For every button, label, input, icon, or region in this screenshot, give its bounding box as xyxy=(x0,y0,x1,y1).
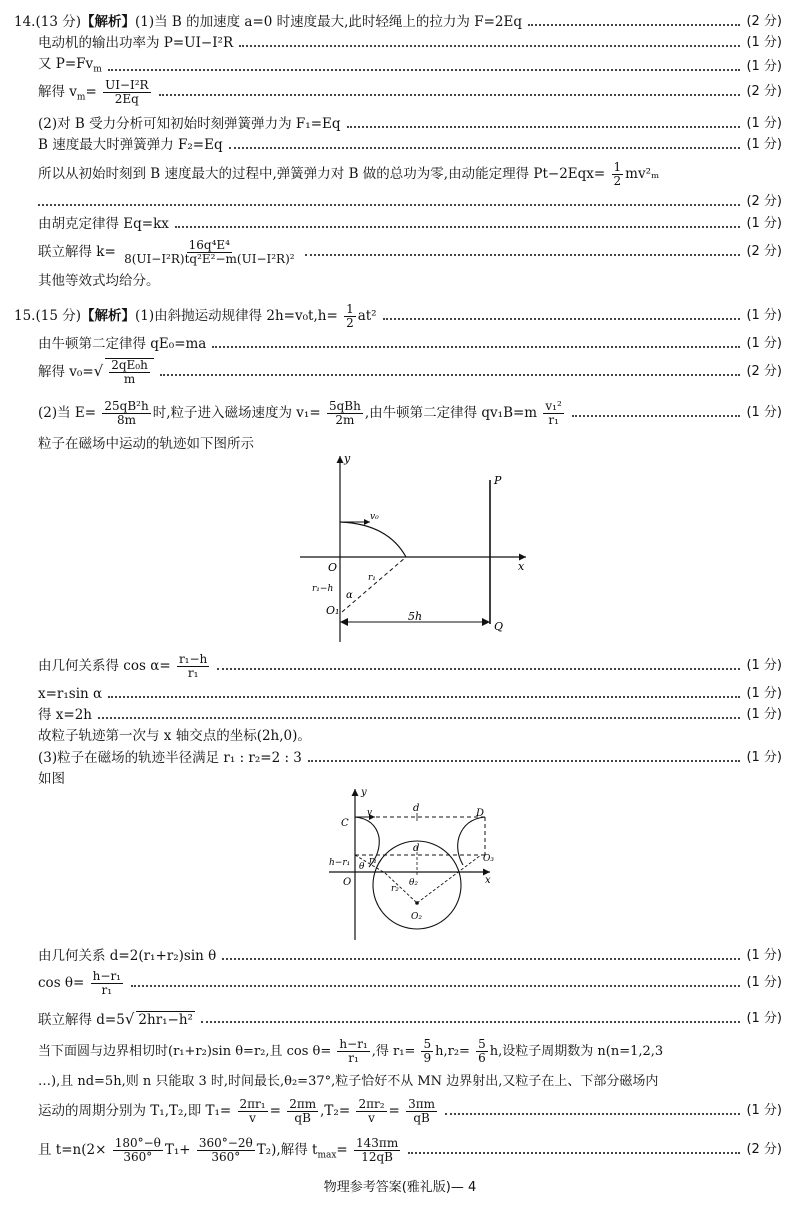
label-r1-h: r₁−h xyxy=(312,584,334,594)
frac-num: 16q⁴E⁴ xyxy=(188,237,230,252)
frac-num: v₁² xyxy=(545,398,562,413)
frac-num: UI−I²R xyxy=(105,77,149,92)
leader-dots xyxy=(175,226,741,228)
q14-l11: 其他等效式均给分。 xyxy=(38,273,160,289)
label-r2: r₂ xyxy=(391,884,399,894)
q15-l14-pre: 联立解得 d=5 xyxy=(38,1011,125,1028)
score: (1 分) xyxy=(746,308,782,323)
q15-line-6 xyxy=(38,653,782,679)
leader-dots xyxy=(222,958,740,960)
q15-l15-c: h,r₂= xyxy=(435,1043,470,1059)
q15-line-1 xyxy=(14,301,782,330)
score: (1 分) xyxy=(746,686,782,701)
label-y: y xyxy=(361,787,367,798)
label-O: O xyxy=(328,561,338,574)
frac-num: 360°−2θ xyxy=(198,1135,253,1150)
q15-line-16 xyxy=(38,1074,782,1090)
label-x: x xyxy=(518,560,525,573)
frac-den: 2 xyxy=(346,315,354,330)
label-5h: 5h xyxy=(408,610,423,623)
label-y: y xyxy=(344,452,351,465)
label-O: O xyxy=(343,877,352,888)
radius-dashed xyxy=(342,557,406,612)
q15-l18-frac3 xyxy=(354,1137,400,1164)
q15-line-15 xyxy=(38,1036,782,1066)
leader-dots xyxy=(308,760,741,762)
q15-line-17 xyxy=(38,1096,782,1126)
q15-l17-a: 运动的周期分别为 T₁,T₂,即 T₁= xyxy=(38,1102,232,1119)
figure-2 xyxy=(325,785,505,945)
q15-line-5 xyxy=(38,436,782,452)
frac-den: 2 xyxy=(613,173,622,188)
leader-dots xyxy=(445,1113,740,1115)
leader-dots xyxy=(347,126,741,128)
q14-line-7 xyxy=(38,160,782,188)
label-d-mid: d xyxy=(413,843,420,854)
q14-line-10 xyxy=(38,238,782,266)
q14-l7-post: mv²ₘ xyxy=(625,165,660,182)
leader-dots xyxy=(572,415,741,417)
q15-line-8 xyxy=(38,707,782,723)
q14-l3-sub: m xyxy=(93,64,102,75)
q14-l10-pre: 联立解得 k= xyxy=(38,243,116,260)
q15-header: 15.(15 分) xyxy=(14,307,81,324)
q15-l17-b: ,T₂= xyxy=(320,1102,351,1119)
q15-l1-post: at² xyxy=(357,307,377,324)
score: (1 分) xyxy=(746,336,782,351)
q14-l5: (2)对 B 受力分析可知初始时刻弹簧弹力为 F₁=Eq xyxy=(38,116,341,132)
q15-l4-c: ,由牛顿第二定律得 qv₁B=m xyxy=(364,404,538,421)
q15-l18-frac1 xyxy=(113,1137,163,1164)
q15-l4-frac3 xyxy=(543,400,563,427)
q15-l17-frac4 xyxy=(406,1098,437,1125)
frac-num: 1 xyxy=(346,301,354,316)
q15-l17-frac2 xyxy=(287,1098,318,1125)
leader-dots xyxy=(239,45,740,47)
score: (1 分) xyxy=(746,116,782,131)
q14-l4-pre: 解得 v xyxy=(38,83,77,100)
q14-l2: 电动机的输出功率为 P=UI−I²R xyxy=(38,35,234,51)
q15-line-10 xyxy=(38,750,782,766)
frac-num: h−r₁ xyxy=(92,968,121,983)
score: (1 分) xyxy=(746,750,782,765)
q14-line-11 xyxy=(38,273,782,289)
score: (1 分) xyxy=(746,707,782,722)
equals: = xyxy=(269,1102,281,1119)
frac-den: r₁ xyxy=(101,982,113,997)
label-v0: v₀ xyxy=(370,512,379,522)
frac-den: qB xyxy=(294,1110,311,1125)
frac-num: r₁−h xyxy=(178,651,208,666)
label-O1: O₁ xyxy=(326,604,340,617)
q14-l10-frac xyxy=(122,239,296,266)
leader-dots xyxy=(98,717,740,719)
q15-l13-pre: cos θ= xyxy=(38,974,85,991)
leader-dots xyxy=(201,1021,740,1023)
frac-num: 1 xyxy=(613,159,622,174)
leader-dots xyxy=(212,346,740,348)
frac-den: 6 xyxy=(478,1050,486,1065)
q15-l2: 由牛顿第二定律得 qE₀=ma xyxy=(38,336,207,352)
frac-den: m xyxy=(123,372,136,386)
q15-l3-frac xyxy=(109,359,150,386)
q15-l11: 如图 xyxy=(38,771,65,787)
q14-l7-frac xyxy=(612,161,624,188)
q14-tag: 【解析】 xyxy=(80,14,135,30)
q15-l10: (3)粒子在磁场的轨迹半径满足 r₁ : r₂=2 : 3 xyxy=(38,750,302,766)
trajectory-arc xyxy=(340,522,406,557)
q15-l12: 由几何关系 d=2(r₁+r₂)sin θ xyxy=(38,948,217,964)
q14-line-2 xyxy=(38,35,782,51)
q15-l3-pre: 解得 v₀= xyxy=(38,364,94,380)
score: (2 分) xyxy=(746,364,782,379)
leader-dots xyxy=(38,204,740,206)
q15-l16: …),且 nd=5h,则 n 只能取 3 时,时间最长,θ₂=37°,粒子恰好不从 MN 边界射出,又粒子在上、下部分磁场内 xyxy=(38,1074,659,1089)
q15-l15-a: 当下面圆与边界相切时(r₁+r₂)sin θ=r₂,且 cos θ= xyxy=(38,1043,332,1059)
q14-l9: 由胡克定律得 Eq=kx xyxy=(38,216,169,232)
frac-den: 2Eq xyxy=(114,91,139,106)
q14-l4-frac xyxy=(103,79,151,106)
leader-dots xyxy=(108,69,741,71)
q15-line-4 xyxy=(38,398,782,428)
label-D: D xyxy=(476,808,485,819)
leader-dots xyxy=(160,374,741,376)
q15-l15-frac1 xyxy=(337,1038,369,1065)
score: (2 分) xyxy=(746,84,782,99)
q15-line-14: 联立解得 d=5√ 2hr₁−h² (1 分) xyxy=(38,1009,782,1028)
q15-l15-b: ,得 r₁= xyxy=(371,1043,416,1059)
label-v: v xyxy=(367,808,373,818)
q15-line-12 xyxy=(38,948,782,964)
score: (2 分) xyxy=(746,194,782,209)
q15-l4-frac1 xyxy=(102,400,150,427)
q15-l13-frac xyxy=(91,970,123,997)
page-footer: 物理参考答案(雅礼版)— 4 xyxy=(323,1180,477,1195)
q15-l1-pre: (1)由斜抛运动规律得 2h=v₀t,h= xyxy=(134,307,338,324)
label-h-r1: h−r₁ xyxy=(329,858,351,868)
q15-l18-frac2 xyxy=(197,1137,255,1164)
frac-den: 360° xyxy=(123,1149,153,1164)
score: (1 分) xyxy=(746,658,782,673)
score: (1 分) xyxy=(746,216,782,231)
frac-den: 360° xyxy=(211,1149,241,1164)
score: (1 分) xyxy=(746,1011,782,1026)
q14-line-5 xyxy=(38,116,782,132)
q14-line-3 xyxy=(38,56,782,78)
q15-l15-d: h,设粒子周期数为 n(n=1,2,3 xyxy=(489,1043,664,1059)
q14-header: 14.(13 分) xyxy=(14,14,81,30)
label-r1: r₁ xyxy=(369,856,377,866)
frac-num: 2πr₂ xyxy=(358,1096,385,1111)
q14-line-9 xyxy=(38,216,782,232)
leader-dots xyxy=(131,985,740,987)
q15-l15-frac3 xyxy=(476,1038,488,1065)
label-O3: O₃ xyxy=(483,854,494,864)
q15-line-13 xyxy=(38,968,782,998)
q15-l7: x=r₁sin α xyxy=(38,686,103,702)
frac-num: 2qE₀h xyxy=(111,358,148,372)
leader-dots xyxy=(229,147,741,149)
frac-num: 2πm xyxy=(289,1096,317,1111)
q15-l9: 故粒子轨迹第一次与 x 轴交点的坐标(2h,0)。 xyxy=(38,728,311,744)
leader-dots xyxy=(159,94,741,96)
q15-l1-frac xyxy=(344,303,356,330)
score: (1 分) xyxy=(746,137,782,152)
q15-l8: 得 x=2h xyxy=(38,707,92,723)
score: (2 分) xyxy=(746,1142,782,1157)
frac-den: 9 xyxy=(423,1050,432,1065)
q14-line-1 xyxy=(14,14,782,30)
frac-den: 2m xyxy=(335,412,355,427)
q15-line-3: 解得 v₀=√ $\frac{\text{2qE₀h}}{m}$ (2 分) xyxy=(38,358,782,386)
equals: = xyxy=(85,83,97,100)
frac-den: 8(UI−I²R)tq²E²−m(UI−I²R)² xyxy=(124,251,295,266)
q15-line-9 xyxy=(38,728,782,744)
frac-den: r₁ xyxy=(548,412,559,427)
q14-l1: (1)当 B 的加速度 a=0 时速度最大,此时轻绳上的拉力为 F=2Eq xyxy=(134,14,522,30)
q15-l5: 粒子在磁场中运动的轨迹如下图所示 xyxy=(38,436,254,452)
q14-l6: B 速度最大时弹簧弹力 F₂=Eq xyxy=(38,137,223,153)
frac-num: 5qBh xyxy=(328,398,361,413)
leader-dots xyxy=(408,1152,740,1154)
q15-l14-radicand: 2hr₁−h² xyxy=(138,1011,193,1028)
label-alpha: α xyxy=(346,590,353,601)
q15-l17-frac1 xyxy=(238,1098,268,1125)
score: (2 分) xyxy=(746,244,782,259)
center-O2 xyxy=(415,901,419,905)
frac-num: 2πr₁ xyxy=(239,1096,266,1111)
q14-l3: 又 P=Fv xyxy=(38,56,94,72)
frac-den: r₁ xyxy=(187,665,199,680)
q15-l6-pre: 由几何关系得 cos α= xyxy=(38,657,171,674)
label-d-top: d xyxy=(413,803,420,814)
frac-num: 180°−θ xyxy=(114,1135,161,1150)
q14-line-8 xyxy=(38,194,782,210)
label-O2: O₂ xyxy=(411,912,422,922)
leader-dots xyxy=(528,24,740,26)
q15-line-18 xyxy=(38,1134,782,1166)
q14-l7-pre: 所以从初始时刻到 B 速度最大的过程中,弹簧弹力对 B 做的总功为零,由动能定理得 Pt−2Eqx= xyxy=(38,165,606,182)
q15-tag: 【解析】 xyxy=(80,307,135,324)
leader-dots xyxy=(305,254,741,256)
frac-den: 8m xyxy=(117,412,137,427)
q15-l18-b: T₁+ xyxy=(164,1141,191,1158)
score: (1 分) xyxy=(746,948,782,963)
frac-num: 5 xyxy=(423,1036,432,1051)
q15-l18-sub: max xyxy=(317,1150,337,1161)
label-P: P xyxy=(494,474,502,487)
q15-line-7 xyxy=(38,686,782,702)
leader-dots xyxy=(108,696,740,698)
score: (1 分) xyxy=(746,405,782,420)
frac-num: h−r₁ xyxy=(339,1036,368,1051)
frac-den: v xyxy=(368,1110,375,1125)
q15-l4-b: 时,粒子进入磁场速度为 v₁= xyxy=(152,404,321,421)
q15-line-2 xyxy=(38,336,782,352)
frac-den: 12qB xyxy=(361,1149,393,1164)
equals: = xyxy=(336,1141,348,1158)
q15-l17-frac3 xyxy=(356,1098,386,1125)
frac-num: 25qB²h xyxy=(104,398,149,413)
score: (2 分) xyxy=(746,14,782,29)
frac-num: 5 xyxy=(478,1036,486,1051)
q14-line-6 xyxy=(38,137,782,153)
q15-l6-frac xyxy=(177,653,209,680)
q15-l4-a: (2)当 E= xyxy=(38,404,97,421)
q15-l18-c: T₂),解得 t xyxy=(256,1141,318,1158)
equals: = xyxy=(388,1102,400,1119)
label-x: x xyxy=(485,875,491,886)
q15-l15-frac2 xyxy=(421,1038,433,1065)
q15-l18-a: 且 t=n(2× xyxy=(38,1141,107,1158)
score: (1 分) xyxy=(746,975,782,990)
label-r1: r₁ xyxy=(368,573,376,583)
label-theta2: θ₂ xyxy=(409,878,419,888)
score: (1 分) xyxy=(746,1103,782,1118)
score: (1 分) xyxy=(746,58,782,74)
frac-den: v xyxy=(249,1110,256,1125)
q15-l4-frac2 xyxy=(327,400,363,427)
label-C: C xyxy=(341,818,349,829)
radius-o2-o3 xyxy=(417,855,481,903)
frac-num: 143πm xyxy=(356,1135,399,1150)
small-arc-right xyxy=(458,817,485,865)
leader-dots xyxy=(383,318,741,320)
frac-den: r₁ xyxy=(348,1050,359,1065)
frac-num: 3πm xyxy=(408,1096,436,1111)
q14-l4-sub: m xyxy=(76,92,86,103)
label-theta: θ xyxy=(359,862,365,872)
figure-1 xyxy=(290,452,540,652)
q14-line-4 xyxy=(38,79,782,105)
label-Q: Q xyxy=(494,620,504,633)
leader-dots xyxy=(217,668,740,670)
frac-den: qB xyxy=(413,1110,430,1125)
score: (1 分) xyxy=(746,35,782,50)
